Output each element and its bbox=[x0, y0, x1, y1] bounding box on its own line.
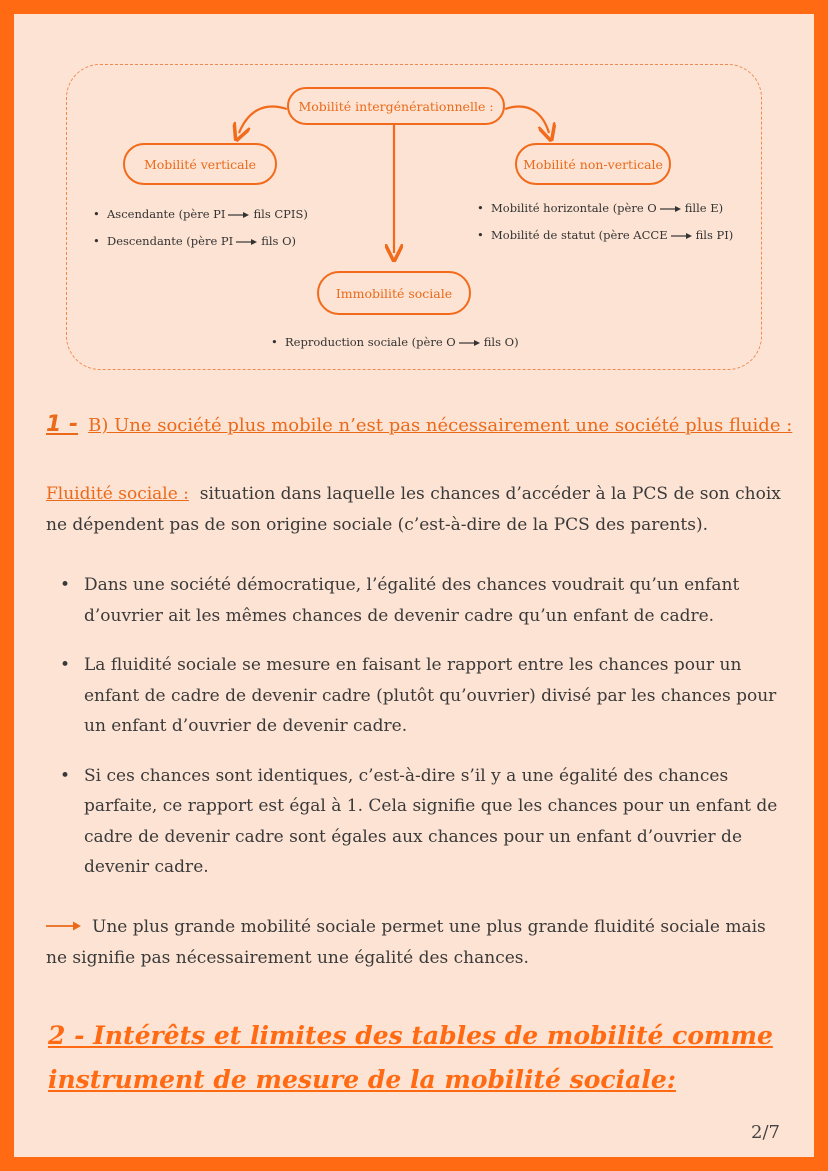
page-number: 2/7 bbox=[751, 1122, 780, 1143]
non-vertical-mobility-list bbox=[475, 195, 733, 249]
right-arrow-connector bbox=[505, 106, 549, 133]
right-arrow-icon bbox=[46, 912, 82, 943]
list-item: • Reproduction sociale (père O fils O) bbox=[269, 329, 519, 356]
list-item: • Mobilité horizontale (père O fille E) bbox=[475, 195, 733, 222]
right-arrow-icon bbox=[228, 202, 250, 228]
node-intergenerational-mobility: Mobilité intergénérationnelle : bbox=[287, 87, 505, 125]
section-number: 1 - bbox=[46, 412, 79, 437]
right-arrow-icon bbox=[660, 196, 682, 222]
right-arrow-icon bbox=[671, 223, 693, 249]
node-vertical-mobility: Mobilité verticale bbox=[123, 143, 277, 185]
list-item: • Mobilité de statut (père ACCE fils PI) bbox=[475, 222, 733, 249]
social-immobility-list bbox=[269, 329, 519, 356]
document-page bbox=[14, 14, 814, 1157]
list-item: • Ascendante (père PI fils CPIS) bbox=[91, 201, 308, 228]
node-social-immobility: Immobilité sociale bbox=[317, 271, 471, 315]
section-1-heading bbox=[46, 412, 792, 437]
node-non-vertical-mobility: Mobilité non-verticale bbox=[515, 143, 671, 185]
definition-term: Fluidité sociale : bbox=[46, 484, 189, 504]
right-arrow-icon bbox=[236, 229, 258, 255]
list-item: • Si ces chances sont identiques, c’est-à-dire s’il y a une égalité des chances parfaite, ce rapport est égal à 1. Cela signifie que les chances pour un enfant de cadre de devenir cadre sont égales aux chances pour un enfant d’ouvrier de devenir cadre. bbox=[46, 761, 786, 883]
conclusion-paragraph bbox=[46, 912, 786, 974]
list-item: • Descendante (père PI fils O) bbox=[91, 228, 308, 255]
conclusion-text: Une plus grande mobilité sociale permet une plus grande fluidité sociale mais ne signifie pas nécessairement une égalité des chances. bbox=[46, 917, 766, 968]
right-arrow-icon bbox=[459, 330, 481, 356]
fluidity-bullet-list bbox=[46, 570, 786, 902]
definition-text: situation dans laquelle les chances d’accéder à la PCS de son choix ne dépendent pas de son origine sociale (c’est-à-dire de la PCS des parents). bbox=[46, 484, 781, 535]
vertical-mobility-list bbox=[91, 201, 308, 255]
section-2-heading: 2 - Intérêts et limites des tables de mobilité comme instrument de mesure de la mobilité sociale: bbox=[48, 1021, 773, 1094]
section-title: B) Une société plus mobile n’est pas nécessairement une société plus fluide : bbox=[88, 415, 793, 436]
left-arrow-connector bbox=[239, 106, 287, 133]
list-item: • La fluidité sociale se mesure en faisant le rapport entre les chances pour un enfant de cadre de devenir cadre (plutôt qu’ouvrier) divisé par les chances pour un enfant d’ouvrier de devenir cadre. bbox=[46, 650, 786, 742]
list-item: • Dans une société démocratique, l’égalité des chances voudrait qu’un enfant d’ouvrier ait les mêmes chances de devenir cadre qu’un enfant de cadre. bbox=[46, 570, 786, 631]
mobility-diagram bbox=[66, 64, 762, 370]
definition-paragraph bbox=[46, 479, 786, 541]
